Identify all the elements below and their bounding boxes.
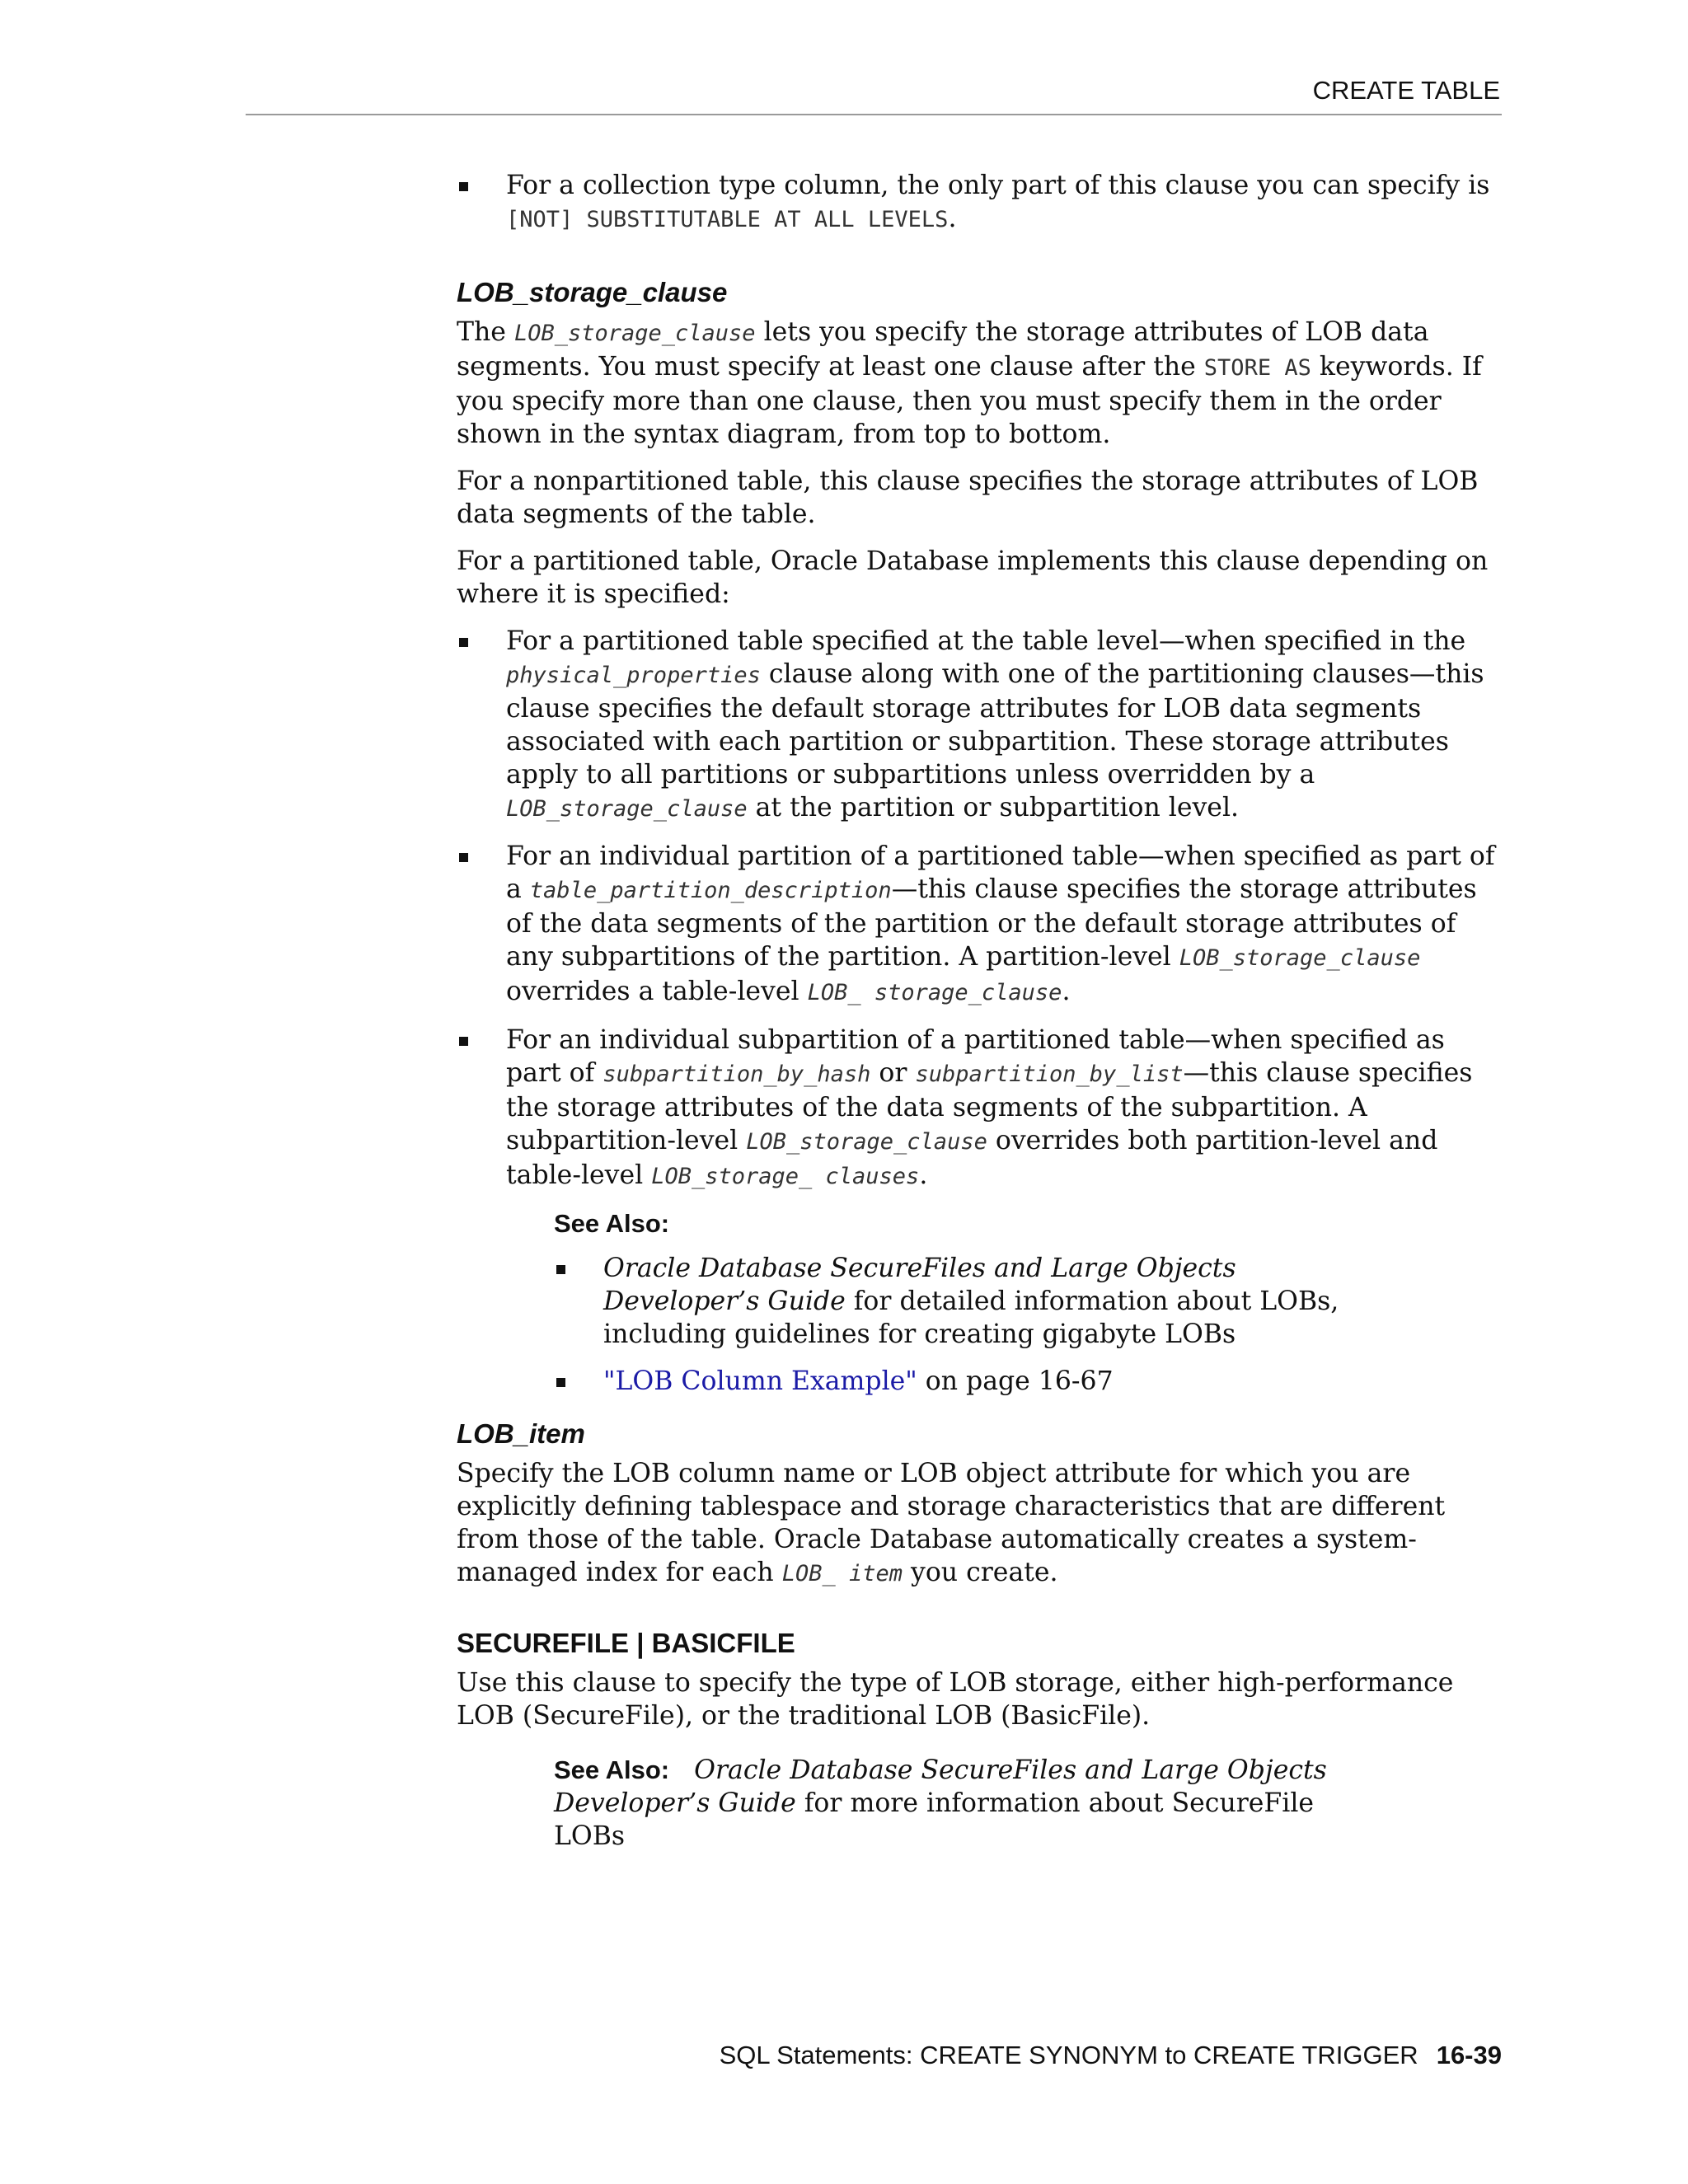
term: subpartition_by_hash (603, 1062, 871, 1087)
list-item: For an individual subpartition of a partitioned table—when specified as part of subpartition_by_hash or subpartition_by_list—this clause specifies the storage attributes of the data segments of the subpartition. A subpartition-level LOB_storage_clause overrides both partition-level and table-level LOB_storage_ clauses. (457, 1024, 1503, 1193)
term-lob-item: LOB_ item (781, 1561, 903, 1586)
term: LOB_storage_clause (506, 796, 748, 822)
term: table_partition_description (529, 878, 892, 903)
paragraph: For a partitioned table, Oracle Database implements this clause depending on where it is specified: (457, 546, 1489, 609)
partition-bullet-list (457, 625, 1503, 1193)
term: LOB_storage_ clauses (651, 1164, 920, 1189)
page-body (457, 169, 1503, 1853)
paragraph: For a nonpartitioned table, this clause specifies the storage attributes of LOB data segments of the table. (457, 466, 1479, 529)
see-also-note (554, 1207, 1503, 1398)
term: physical_properties (506, 663, 761, 688)
list-item: For a partitioned table specified at the table level—when specified in the physical_properties clause along with one of the partitioning clauses—this clause specifies the default storage attributes for LOB data segments associated with each partition or subpartition. These storage attributes apply to all partitions or subpartitions unless overridden by a LOB_storage_clause at the partition or subpartition level. (457, 625, 1503, 826)
footer-title: SQL Statements: CREATE SYNONYM to CREATE TRIGGER (719, 2041, 1418, 2069)
paragraph: Specify the LOB column name or LOB object attribute for which you are explicitly defining tablespace and storage characteristics that are different from those of the table. Oracle Database automatically creates a system-managed index for each LOB_ item you create. (457, 1459, 1446, 1587)
paragraph: Use this clause to specify the type of LOB storage, either high-performance LOB (SecureFile), or the traditional LOB (BasicFile). (457, 1668, 1454, 1731)
see-also-label: See Also: (554, 1209, 670, 1238)
book-title: Oracle Database SecureFiles and Large Objects Developer’s Guide (554, 1755, 1327, 1818)
term-lob-storage-clause: LOB_storage_clause (513, 321, 756, 346)
intro-bullet-list (457, 169, 1503, 237)
term: LOB_storage_clause (746, 1129, 987, 1155)
list-item: "LOB Column Example" on page 16-67 (554, 1365, 1345, 1398)
list-item: For a collection type column, the only part of this clause you can specify is [NOT] SUBSTITUTABLE AT ALL LEVELS. (457, 169, 1503, 237)
term: LOB_ storage_clause (807, 980, 1062, 1005)
term: subpartition_by_list (915, 1062, 1184, 1087)
lob-column-example-link[interactable]: "LOB Column Example" (603, 1366, 917, 1396)
see-also-list (554, 1252, 1503, 1398)
see-also-label: See Also: (554, 1755, 670, 1784)
book-title: Oracle Database SecureFiles and Large Objects Developer’s Guide (603, 1254, 1236, 1316)
running-title: CREATE TABLE (1312, 76, 1500, 105)
page-number: 16-39 (1436, 2041, 1502, 2069)
section-heading-securefile-basicfile: SECUREFILE | BASICFILE (457, 1628, 795, 1658)
term: LOB_storage_clause (1179, 945, 1421, 971)
see-also-note: See Also: Oracle Database SecureFiles and Large Objects Developer’s Guide for more information about SecureFile LOBs (554, 1755, 1327, 1851)
code-substitutable: [NOT] SUBSTITUTABLE AT ALL LEVELS (506, 207, 949, 232)
section-heading-lob-item: LOB_item (457, 1418, 585, 1449)
paragraph: The LOB_storage_clause lets you specify the storage attributes of LOB data segments. You must specify at least one clause after the STORE AS keywords. If you specify more than one clause, then you must specify them in the order shown in the syntax diagram, from top to bottom. (457, 317, 1482, 449)
list-item: For an individual partition of a partitioned table—when specified as part of a table_partition_description—this clause specifies the storage attributes of the data segments of the partition or the default storage attributes of any subpartitions of the partition. A partition-level LOB_storage_clause overrides a table-level LOB_ storage_clause. (457, 840, 1503, 1010)
page-footer (720, 2041, 1502, 2070)
section-heading-lob-storage-clause: LOB_storage_clause (457, 277, 728, 307)
running-header (246, 74, 1502, 115)
code-store-as: STORE AS (1203, 355, 1311, 381)
list-item: Oracle Database SecureFiles and Large Objects Developer’s Guide for detailed information about LOBs, including guidelines for creating gigabyte LOBs (554, 1252, 1345, 1351)
